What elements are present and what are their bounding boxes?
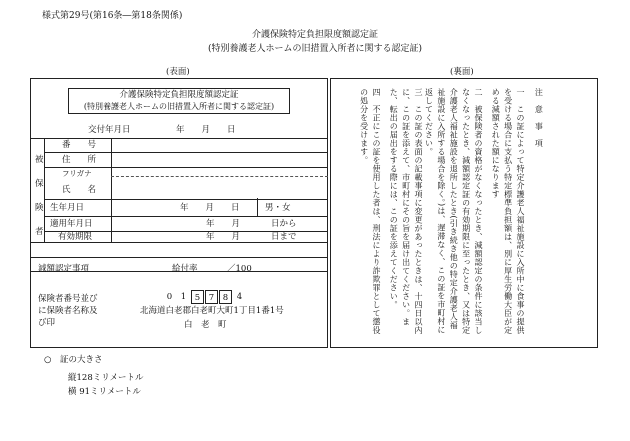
birthdate-label: 生年月日 [50,203,85,213]
notes-title: 注 意 事 項 [534,88,544,148]
insurer-address: 北海道白老郡白老町大町1丁目1番1号 [140,306,284,316]
furigana-label: フリガナ [62,169,92,178]
table-top-line [30,138,328,139]
note-3: 三 この証の表面の記載事項に変更があったときは、十四日以内に、この証を添えて、市町村にその旨を届け出てください。また、転出の届出をする際には、この証を添えてください。 [389,88,423,335]
row-line [30,257,328,258]
insurer-label-line3: び印 [38,318,56,328]
effective-date-value: 年 月 [206,219,241,229]
note-2: 二 被保険者の資格がなくなったとき、減額認定の条件に該当しなくなったとき、減額認定証の有効期限に至ったとき、又は特定介護老人福祉施設を退所したとき(引き続き他の特定介護老人福祉施設に入所する場合を除く。)は、遅滞なく、この証を市町村に返してください。 [424,88,483,335]
furigana-separator [111,176,328,177]
insurer-number-digit: 7 [205,290,218,304]
insurer-label-line1: 保険者番号並び [38,294,98,304]
document-title: 介護保険特定負担限度額認定証 [251,30,378,40]
number-label: 番 号 [62,140,97,150]
insurer-number-digit: 0 [166,292,173,302]
payment-rate-value: ／100 [227,264,252,274]
form-id: 様式第29号(第16条―第18条関係) [42,11,183,21]
card-subtitle: (特別養護老人ホームの旧措置入所者に関する認定証) [83,102,275,111]
reduction-label: 減額認定事項 [38,264,90,274]
row-line [44,167,328,168]
document-subtitle: (特別養護老人ホームの旧措置入所者に関する認定証) [207,44,423,54]
insurer-number-digit: 1 [180,292,187,302]
row-line [44,216,328,217]
front-heading: (表面) [166,67,190,77]
expiry-suffix: 日まで [271,232,297,242]
insurer-number [163,290,247,304]
birthdate-value: 年 月 日 [180,203,240,213]
note-1: 一 この証によって特定介護老人福祉施設に入所中に食事の提供を受ける場合に支払う特定標準負担額は、別に厚生労働大臣が定める減額された額になります [491,88,525,335]
sex-value: 男・女 [265,203,291,213]
address-label: 住 所 [62,155,97,165]
insurer-number-digit: 5 [191,290,204,304]
insured-label-char: 保 [35,179,44,189]
sex-col-line [257,198,258,216]
footer-bullet: ○ [44,355,52,365]
row-line [44,152,328,153]
insurer-label-line2: に保険者名称及 [38,306,98,316]
insured-label-char: 被 [35,155,44,165]
card-title: 介護保険特定負担限度額認定証 [119,90,239,100]
issue-date-value: 年 月 日 [176,125,236,135]
issue-date-label: 交付年月日 [88,125,131,135]
insurer-number-digit: 4 [236,292,243,302]
name-label: 氏 名 [62,185,97,195]
effective-date-suffix: 日から [271,219,297,229]
effective-date-label: 適用年月日 [50,219,93,229]
payment-rate-label: 給付率 [172,264,198,274]
size-label: 証の大きさ [60,355,103,365]
row-line [44,199,328,200]
back-heading: (裏面) [450,67,474,77]
insured-label-char: 者 [35,227,44,237]
note-4: 四 不正にこの証を使用した者は、刑法により詐欺罪として懲役の処分を受けます。 [359,88,381,335]
insured-label-char: 険 [35,203,44,213]
width-line: 横 91ミリメートル [68,387,141,397]
insured-col-line [44,138,45,242]
height-line: 縦128ミリメートル [68,373,144,383]
insurer-name: 白 老 町 [184,320,227,330]
insurer-number-digit: 8 [219,290,232,304]
expiry-value: 年 月 [206,232,241,242]
label-col-line [111,138,112,242]
row-line [30,242,328,243]
expiry-label: 有効期限 [58,232,93,242]
